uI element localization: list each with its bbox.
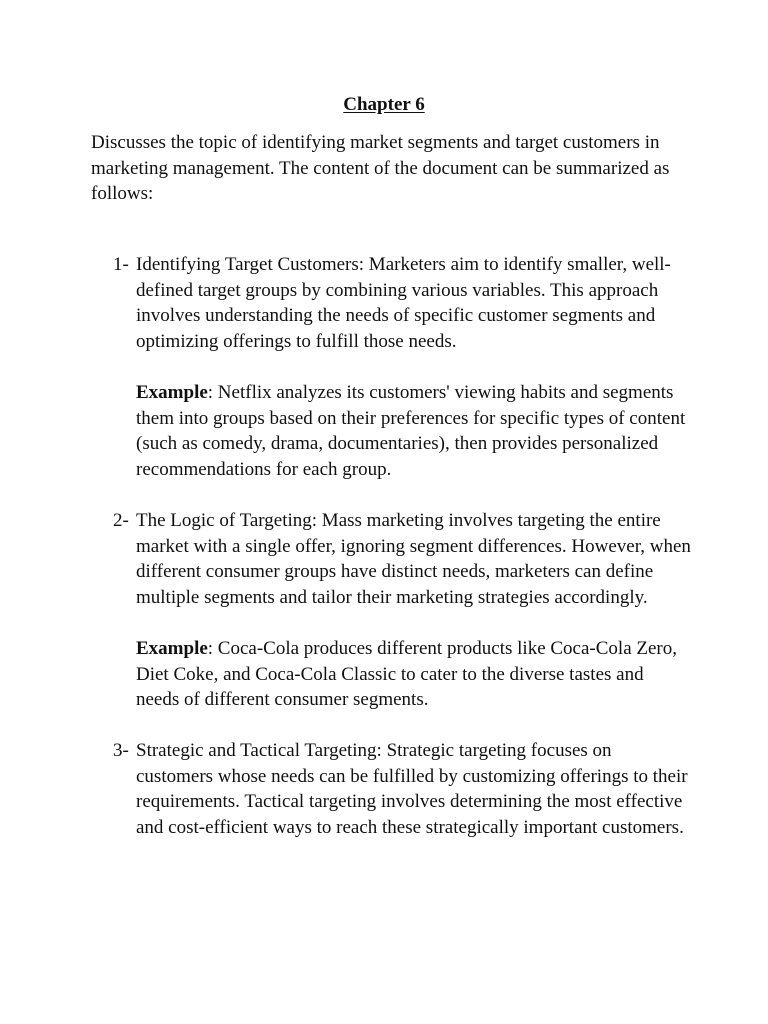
list-item-number: 3- [113, 740, 129, 762]
numbered-list [91, 252, 691, 866]
example-paragraph [136, 636, 691, 713]
list-item-3 [91, 738, 691, 840]
chapter-title-text: Chapter 6 [343, 94, 425, 115]
list-item-text: Identifying Target Customers: Marketers aim to identify smaller, well-defined target groups by combining various variables. This approach involves understanding the needs of specific customer segments and optimizing offerings to fulfill those needs. [136, 254, 671, 352]
list-item-text: Strategic and Tactical Targeting: Strategic targeting focuses on customers whose needs can be fulfilled by customizing offerings to their requirements. Tactical targeting involves determining the most effective and cost-efficient ways to reach these strategically important customers. [136, 740, 688, 839]
list-item-number: 2- [113, 509, 129, 531]
example-text: : Netflix analyzes its customers' viewing habits and segments them into groups based on their preferences for specific types of content (such as comedy, drama, documentaries), then provides personalized recommendations for each group. [136, 381, 686, 480]
list-item-1 [91, 252, 691, 482]
example-text: : Coca-Cola produces different products like Coca-Cola Zero, Diet Coke, and Coca-Cola Classic to cater to the diverse tastes and needs of different consumer segments. [136, 637, 678, 711]
list-item-2 [91, 508, 691, 713]
example-label: Example [136, 637, 208, 659]
list-item-number: 1- [113, 254, 129, 275]
intro-paragraph: Discusses the topic of identifying market segments and target customers in marketing management. The content of the document can be summarized as follows: [91, 132, 670, 205]
list-item-text: The Logic of Targeting: Mass marketing involves targeting the entire market with a single offer, ignoring segment differences. However, when different consumer groups have distinct needs, marketers can define multiple segments and tailor their marketing strategies accordingly. [136, 509, 691, 608]
example-paragraph [136, 380, 691, 482]
example-label: Example [136, 381, 208, 403]
chapter-title [0, 91, 768, 119]
